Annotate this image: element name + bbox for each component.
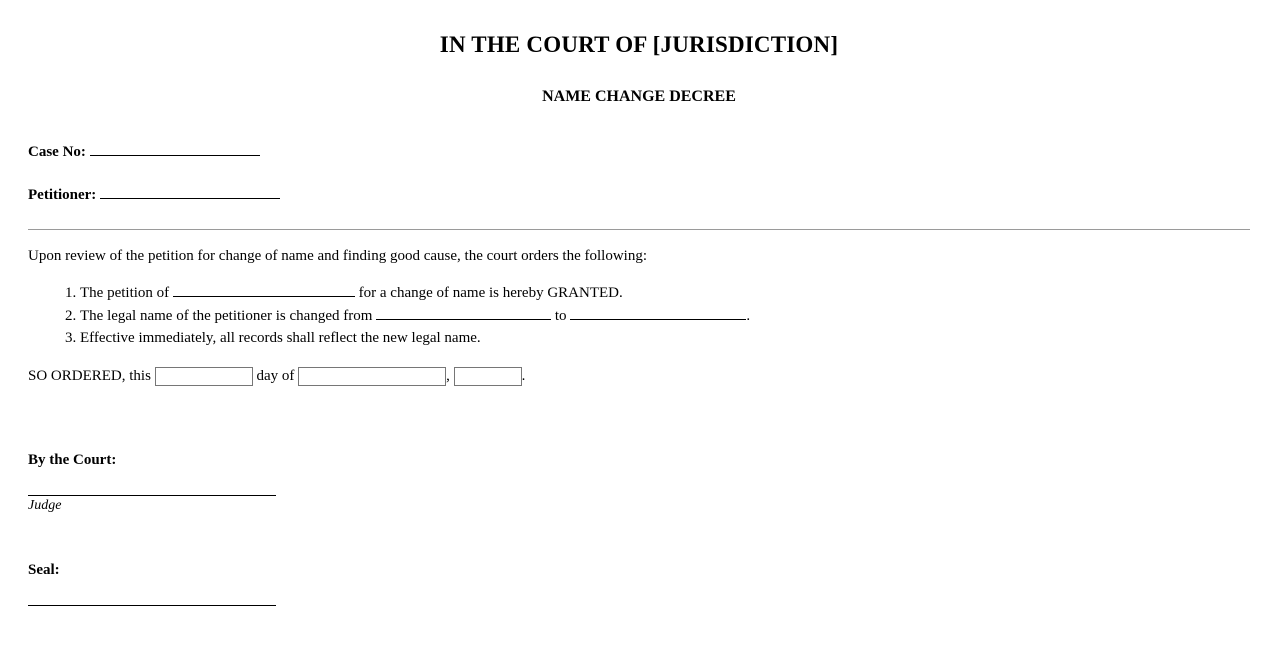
section-divider bbox=[28, 229, 1250, 230]
judge-signature-line[interactable] bbox=[28, 469, 276, 496]
day-input[interactable] bbox=[155, 367, 253, 386]
document-subtitle: NAME CHANGE DECREE bbox=[542, 88, 736, 105]
order-1-after: for a change of name is hereby GRANTED. bbox=[354, 285, 623, 301]
orders-list bbox=[28, 281, 1250, 350]
list-item bbox=[80, 281, 1250, 304]
intro-paragraph: Upon review of the petition for change of name and finding good cause, the court orders the following: bbox=[28, 248, 647, 264]
case-number-label: Case No: bbox=[28, 144, 86, 160]
order-2-before: The legal name of the petitioner is changed from bbox=[80, 308, 377, 325]
page-title: IN THE COURT OF [JURISDICTION] bbox=[439, 32, 839, 57]
petitioner-blank[interactable] bbox=[100, 183, 280, 199]
seal-block bbox=[28, 562, 1250, 606]
so-ordered-suffix: . bbox=[521, 367, 526, 384]
petitioner-label: Petitioner: bbox=[28, 187, 97, 203]
list-item bbox=[80, 304, 1250, 327]
order-2-after: . bbox=[746, 308, 751, 325]
so-ordered-separator: , bbox=[446, 367, 454, 384]
month-input[interactable] bbox=[298, 367, 446, 386]
so-ordered-row bbox=[28, 367, 1250, 386]
case-number-row bbox=[28, 140, 1250, 161]
order-3-text: Effective immediately, all records shall reflect the new legal name. bbox=[80, 330, 481, 347]
order-1-before: The petition of bbox=[80, 285, 173, 301]
order-2-blank-to[interactable] bbox=[570, 304, 746, 320]
petitioner-row bbox=[28, 183, 1250, 204]
order-1-blank[interactable] bbox=[173, 281, 355, 297]
case-number-blank[interactable] bbox=[90, 140, 260, 156]
by-the-court-label: By the Court: bbox=[28, 451, 117, 468]
judge-caption: Judge bbox=[28, 497, 62, 513]
year-input[interactable] bbox=[454, 367, 522, 386]
so-ordered-middle: day of bbox=[252, 367, 299, 384]
so-ordered-prefix: SO ORDERED, this bbox=[28, 367, 155, 384]
seal-label: Seal: bbox=[28, 561, 60, 578]
seal-line[interactable] bbox=[28, 579, 276, 606]
list-item bbox=[80, 327, 1250, 349]
order-2-middle: to bbox=[551, 308, 571, 325]
order-2-blank-from[interactable] bbox=[376, 304, 551, 320]
signature-block bbox=[28, 452, 1250, 514]
